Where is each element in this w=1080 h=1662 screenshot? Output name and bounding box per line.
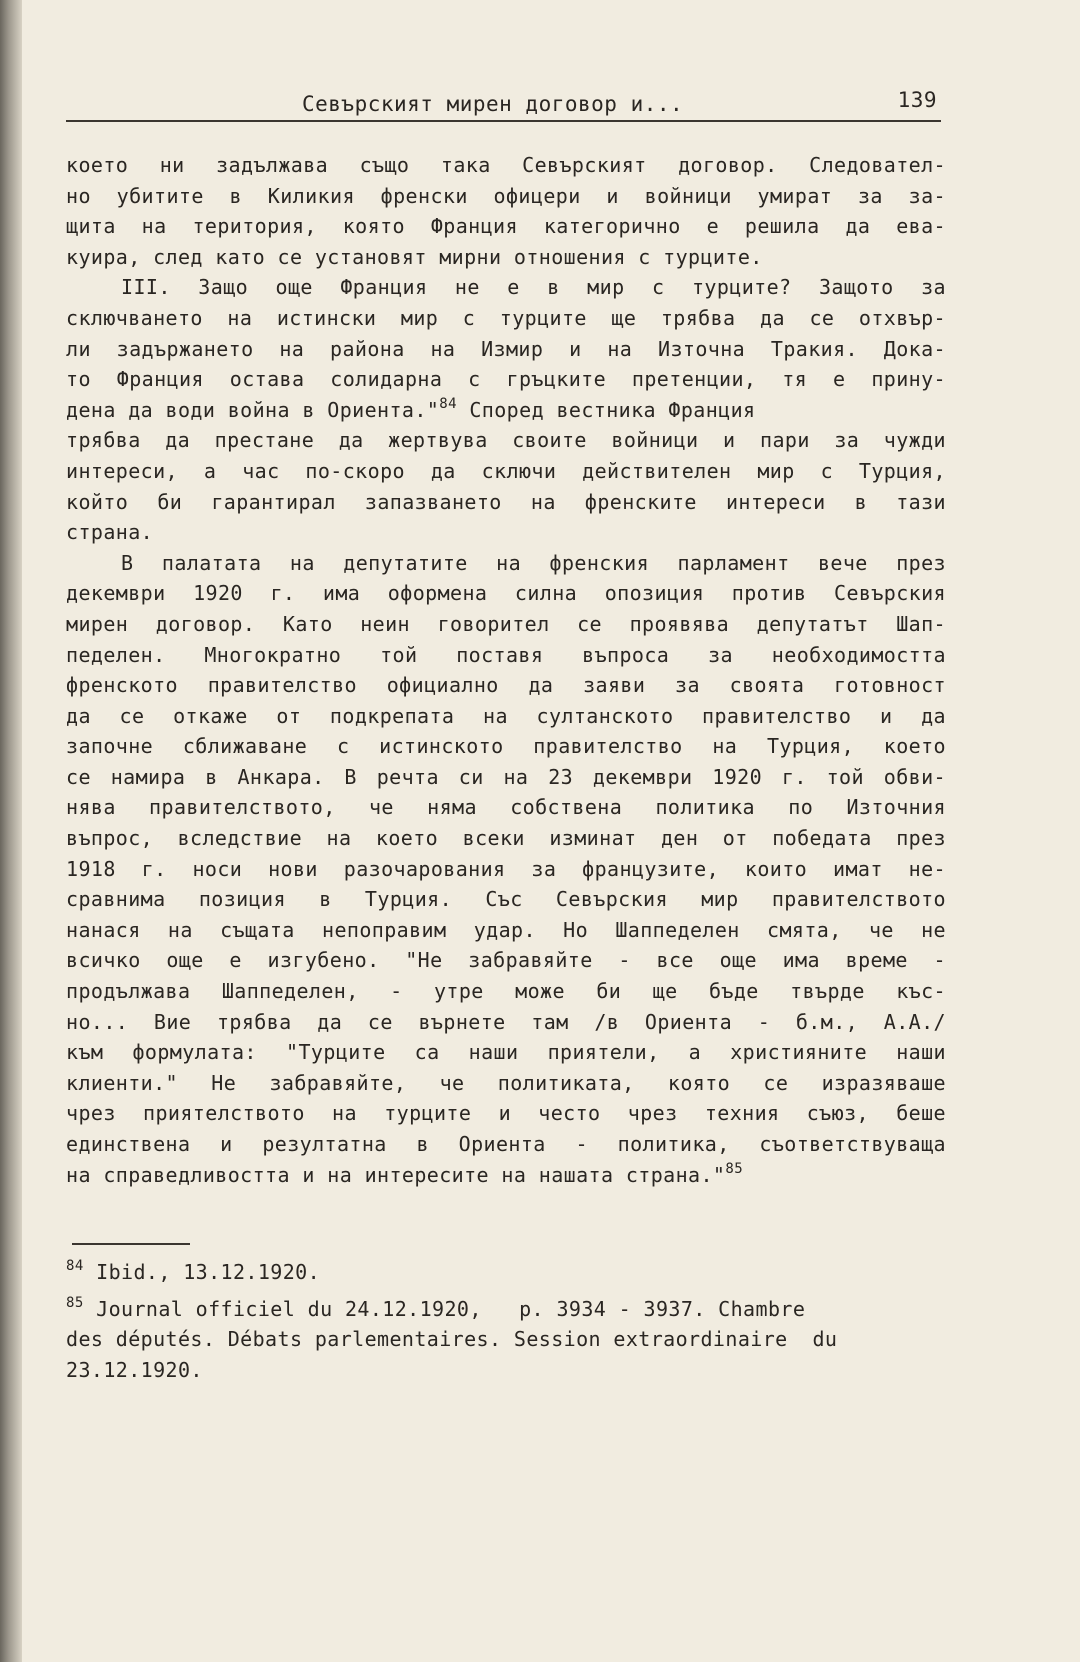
text-line: педелен. Многократно той поставя въпроса за необходимостта (66, 642, 946, 667)
text-line: чрез приятелството на турците и често чрез техния съюз, беше (66, 1101, 946, 1126)
text-line: щита на територия, която Франция категорично е решила да ева- (66, 214, 946, 239)
text-line: но убитите в Киликия френски офицери и войници умират за за- (66, 183, 946, 208)
text-line: който би гарантирал запазването на френските интереси в тази (66, 489, 946, 514)
text-fragment: дена да води война в Ориента." (66, 397, 440, 422)
footnote-85 (66, 1294, 951, 1386)
footnote-number: 84 (66, 1258, 84, 1274)
text-line: се намира в Анкара. В речта си на 23 декември 1920 г. той обви- (66, 764, 946, 789)
text-fragment: на справедливостта и на интересите на нашата страна." (66, 1162, 726, 1187)
text-line: 1918 г. носи нови разочарования за французите, които имат не- (66, 856, 946, 881)
book-binding-shadow (0, 0, 22, 1662)
text-line: интереси, а час по-скоро да сключи действителен мир с Турция, (66, 458, 946, 483)
text-line: декември 1920 г. има оформена силна опозиция против Севърския (66, 581, 946, 606)
text-line: въпрос, вследствие на което всеки изминат ден от победата през (66, 826, 946, 851)
footnote-text: des députés. Débats parlementaires. Session extraordinaire du (66, 1327, 838, 1352)
text-line: да се откаже от подкрепата на султанското правителство и да (66, 703, 946, 728)
text-line: единствена и резултатна в Ориента - политика, съответствуваща (66, 1132, 946, 1156)
text-line: френското правителство официално да заяви за своята готовност (66, 673, 946, 698)
running-title: Севърският мирен договор и... (302, 92, 684, 116)
text-line: В палатата на депутатите на френския парламент вече през (121, 550, 946, 575)
text-line-with-ref (66, 1160, 946, 1191)
footnote-number: 85 (66, 1294, 84, 1311)
footnote-text: 23.12.1920. (66, 1357, 203, 1382)
text-line-with-ref (66, 395, 946, 426)
page-header (66, 88, 941, 122)
text-line: сравнима позиция в Турция. Със Севърския мир правителството (66, 887, 946, 912)
text-line: към формулата: "Турците са наши приятели, а християните наши (66, 1040, 946, 1065)
footnotes (66, 1257, 951, 1391)
text-line: то Франция остава солидарна с гръцките претенции, тя е прину- (66, 367, 946, 392)
text-line: трябва да престане да жертвува своите войници и пари за чужди (66, 428, 946, 453)
footnote-84 (66, 1257, 951, 1288)
text-line: сключването на истински мир с турците ще трябва да се отхвър- (66, 305, 946, 330)
footnote-separator (72, 1243, 190, 1245)
text-line: мирен договор. Като неин говорител се проявява депутатът Шап- (66, 611, 946, 636)
text-line: куира, след като се установят мирни отношения с турците. (66, 244, 763, 269)
text-line: започне сближаване с истинското правителство на Турция, което (66, 734, 946, 759)
footnote-text: Ibid., 13.12.1920. (96, 1260, 321, 1284)
text-line: страна. (66, 520, 154, 545)
text-line: III. Защо още Франция не е в мир с турците? Защото за (121, 275, 946, 300)
footnote-ref-85: 85 (725, 1160, 744, 1177)
text-line: нанася на същата непоправим удар. Но Шаппеделен смята, че не (66, 917, 946, 942)
text-line: всичко още е изгубено. "Не забравяйте - все още има време - (66, 948, 946, 973)
text-line: клиенти." Не забравяйте, че политиката, която се изразяваше (66, 1070, 946, 1095)
text-line: но... Вие трябва да се върнете там /в Ориента - б.м., А.А./ (66, 1009, 946, 1034)
text-line: нява правителството, че няма собствена политика по Източния (66, 795, 946, 820)
text-fragment: Според вестника Франция (469, 397, 756, 422)
text-line: продължава Шаппеделен, - утре може би ще бъде твърде къс- (66, 979, 946, 1004)
text-line: ли задържането на района на Измир и на Източна Тракия. Дока- (66, 336, 946, 361)
footnote-text: Journal officiel du 24.12.1920, p. 3934 - 3937. Chambre (96, 1296, 806, 1321)
body-text (66, 150, 946, 1190)
text-line: което ни задължава също така Севърският договор. Следовател- (66, 153, 946, 177)
page-number: 139 (897, 88, 937, 112)
footnote-ref-84: 84 (439, 395, 457, 412)
